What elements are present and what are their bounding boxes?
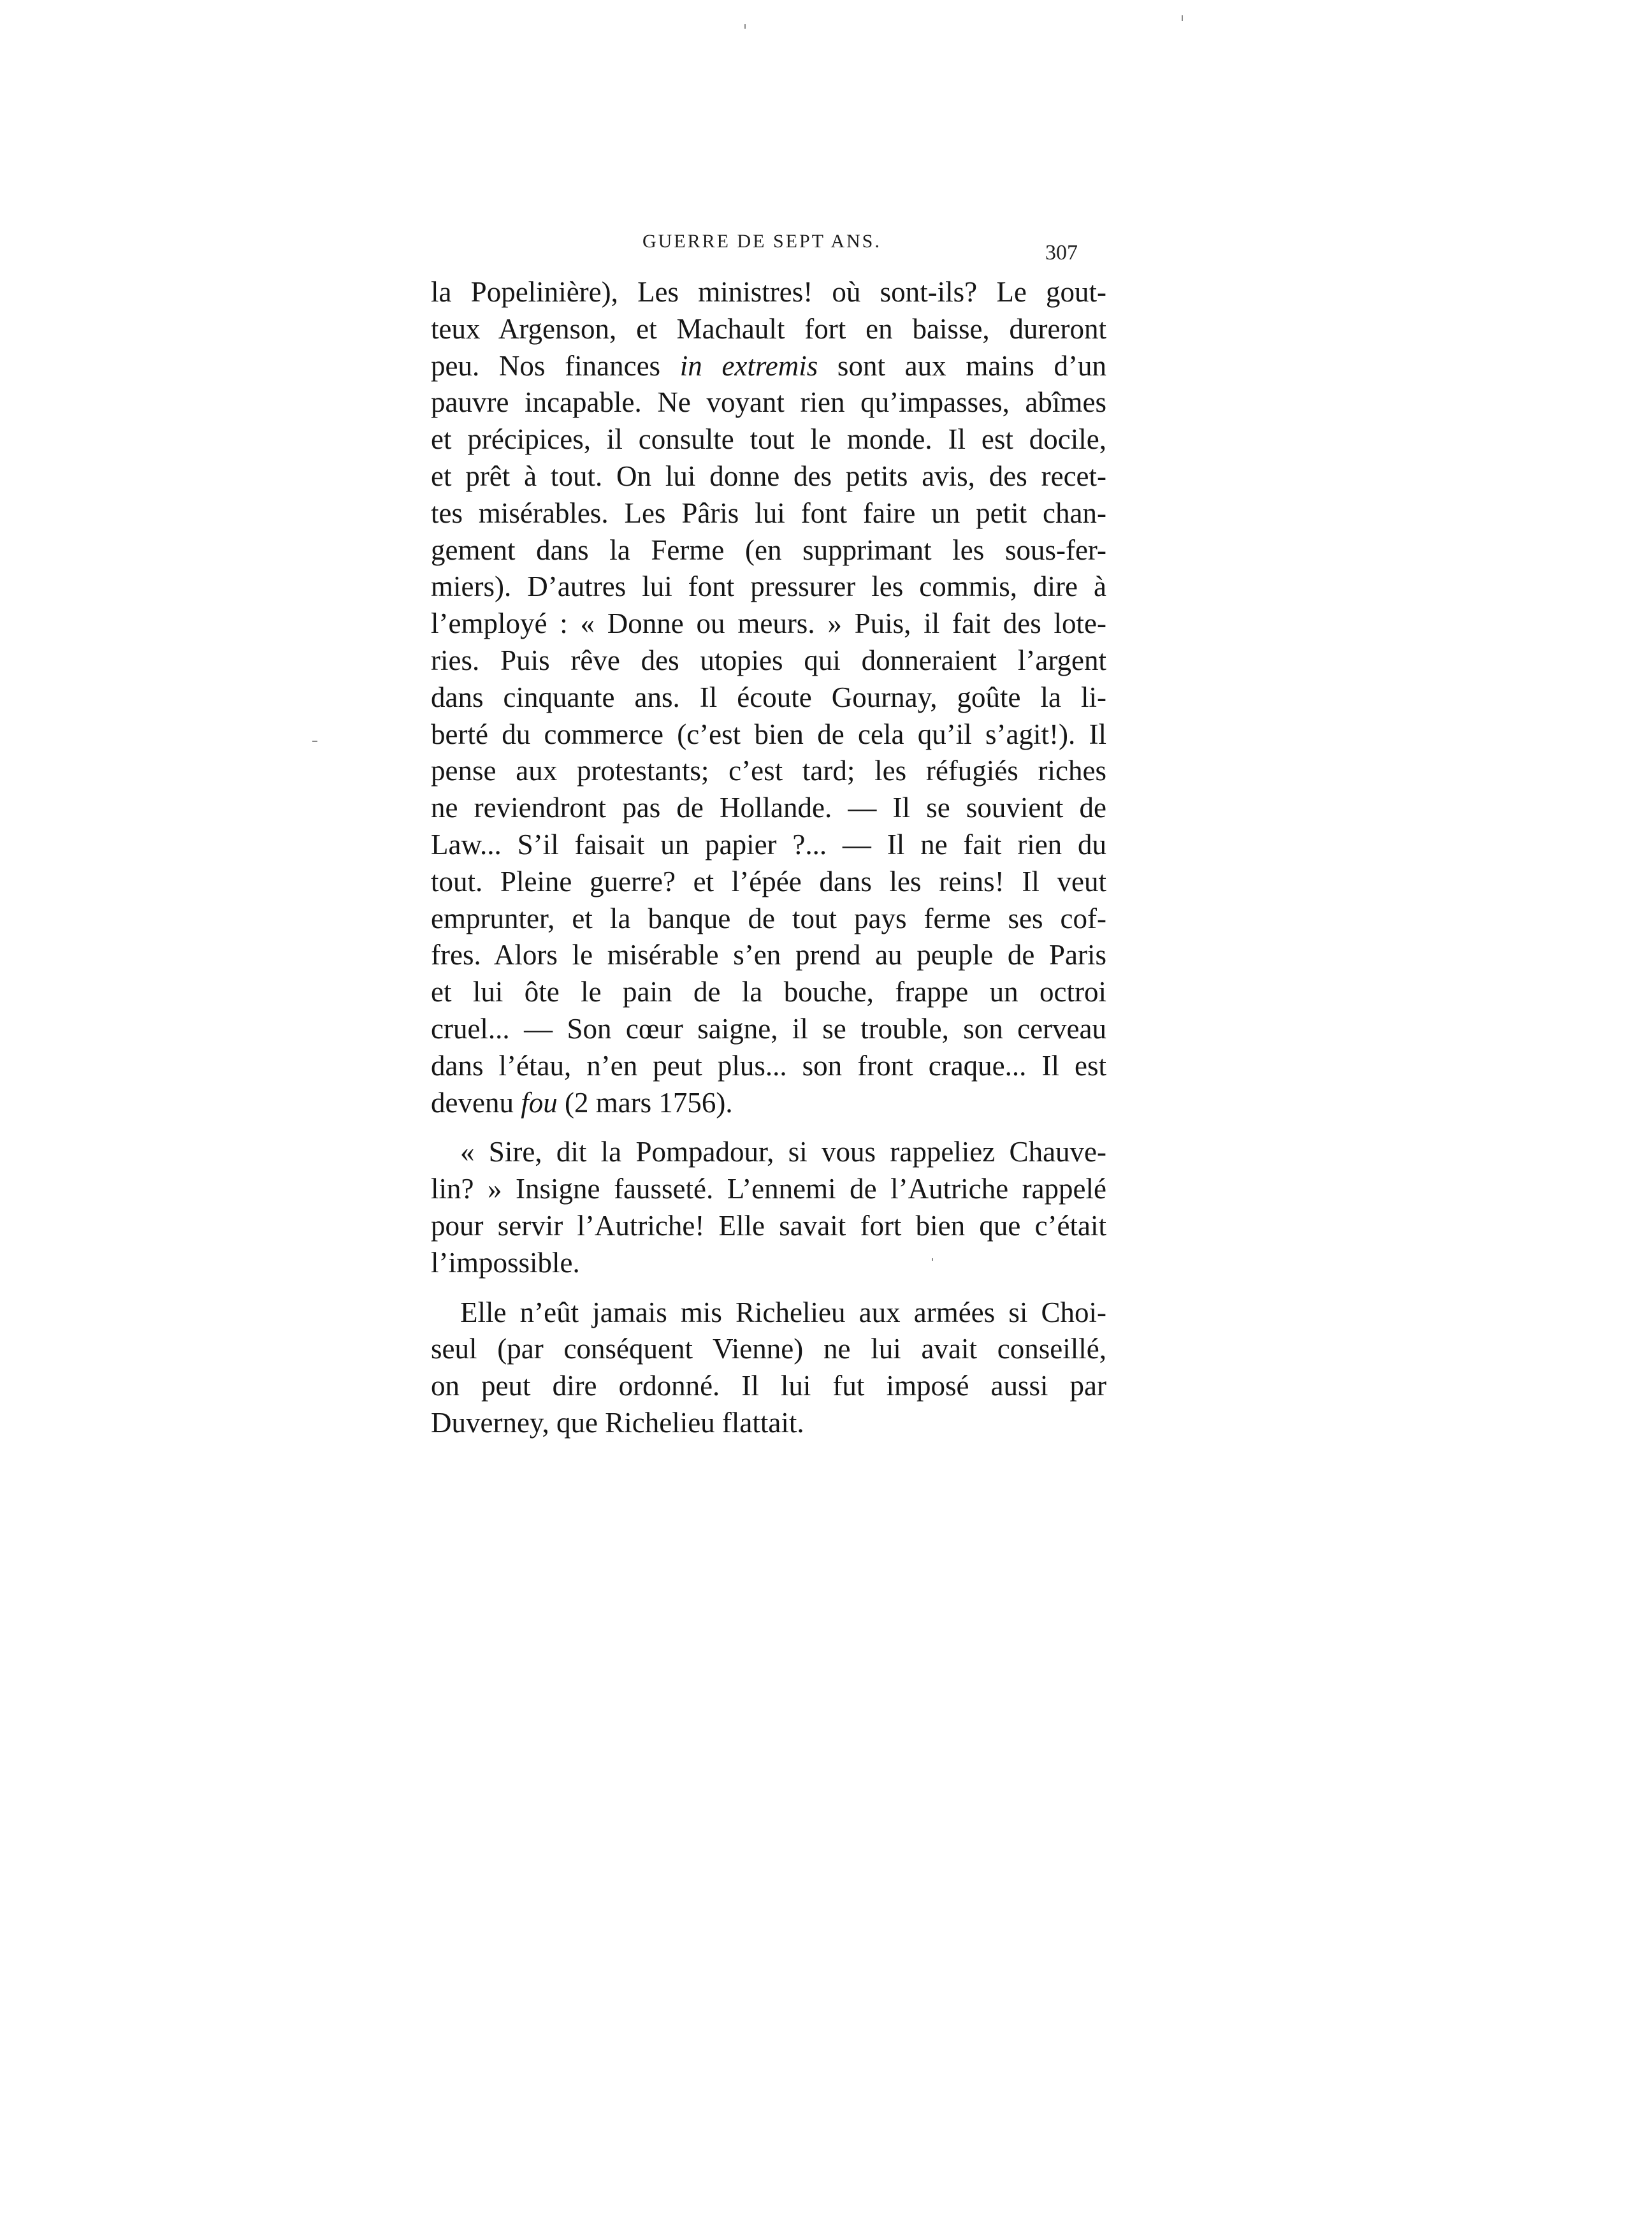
text-line: ries. Puis rêve des utopies qui donneraient l’argent (431, 644, 1106, 676)
page-number: 307 (1045, 241, 1078, 265)
text-line (431, 348, 1106, 385)
line-segment: (2 mars 1756). (557, 1086, 733, 1119)
text-line: pauvre incapable. Ne voyant rien qu’impasses, abîmes (431, 386, 1106, 419)
text-line: et lui ôte le pain de la bouche, frappe un octroi (431, 976, 1106, 1008)
text-line: miers). D’autres lui font pressurer les commis, dire à (431, 570, 1106, 603)
text-line (431, 1085, 1106, 1122)
text-line: tes misérables. Les Pâris lui font faire un petit chan- (431, 497, 1106, 529)
text-line: fres. Alors le misérable s’en prend au peuple de Paris (431, 939, 1106, 971)
text-line: lin? » Insigne fausseté. L’ennemi de l’Autriche rappelé (431, 1173, 1106, 1205)
running-title: GUERRE DE SEPT ANS. (642, 231, 881, 252)
text-line: l’employé : « Donne ou meurs. » Puis, il fait des lote- (431, 607, 1106, 640)
scan-speck (1182, 15, 1183, 21)
body-text (431, 274, 1106, 1442)
text-line: gement dans la Ferme (en supprimant les sous-fer- (431, 534, 1106, 566)
line-segment: devenu (431, 1086, 521, 1119)
scan-speck (744, 24, 746, 29)
text-line: teux Argenson, et Machault fort en baisse, dureront (431, 312, 1106, 345)
text-line: tout. Pleine guerre? et l’épée dans les reins! Il veut (431, 865, 1106, 897)
text-line: Elle n’eût jamais mis Richelieu aux armées si Choi- (460, 1296, 1106, 1328)
text-line: emprunter, et la banque de tout pays ferme ses cof- (431, 902, 1106, 934)
text-line: berté du commerce (c’est bien de cela qu’il s’agit!). Il (431, 718, 1106, 750)
italic-phrase: fou (521, 1086, 558, 1119)
text-line: ne reviendront pas de Hollande. — Il se souvient de (431, 792, 1106, 824)
text-line: et précipices, il consulte tout le monde. Il est docile, (431, 423, 1106, 456)
text-line: dans l’étau, n’en peut plus... son front craque... Il est (431, 1049, 1106, 1082)
text-line: dans cinquante ans. Il écoute Gournay, goûte la li- (431, 681, 1106, 713)
text-line: et prêt à tout. On lui donne des petits avis, des recet- (431, 460, 1106, 492)
italic-phrase: in extremis (679, 349, 818, 382)
paragraph (431, 274, 1106, 1121)
line-segment: peu. Nos finances (431, 349, 680, 382)
text-line: « Sire, dit la Pompadour, si vous rappeliez Chauve- (460, 1136, 1106, 1168)
paragraph (431, 1134, 1106, 1281)
text-line: pense aux protestants; c’est tard; les réfugiés riches (431, 755, 1106, 787)
paragraph (431, 1295, 1106, 1442)
text-line: Duverney, que Richelieu flattait. (431, 1406, 804, 1439)
text-line: on peut dire ordonné. Il lui fut imposé aussi par (431, 1370, 1106, 1402)
scan-speck (312, 741, 317, 742)
line-segment: sont aux mains d’un (818, 349, 1106, 382)
text-line: la Popelinière), Les ministres! où sont-ils? Le gout- (431, 276, 1106, 308)
text-line: pour servir l’Autriche! Elle savait fort bien que c’était (431, 1209, 1106, 1242)
text-line: l’impossible. (431, 1246, 580, 1279)
text-line: Law... S’il faisait un papier ?... — Il ne fait rien du (431, 828, 1106, 860)
text-line: seul (par conséquent Vienne) ne lui avait conseillé, (431, 1333, 1106, 1365)
text-line: cruel... — Son cœur saigne, il se trouble, son cerveau (431, 1012, 1106, 1045)
